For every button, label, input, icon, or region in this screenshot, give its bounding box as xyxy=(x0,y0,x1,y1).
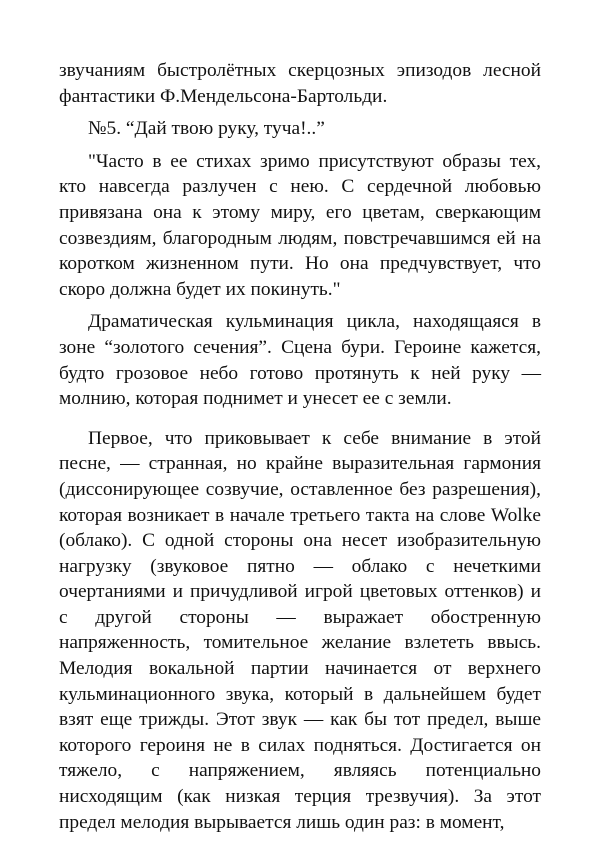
quotation-paragraph: "Часто в ее стихах зримо присутствуют образы тех, кто навсегда разлучен с нею. С сердечной любовью привязана она к этому миру, его цветам, сверкающим созвездиям, благородным людям, повстречавшимся ей на коротком жизненном пути. Но она предчувствует, что скоро должна будет их покинуть." xyxy=(59,150,541,300)
paragraph-continuation: звучаниям быстролётных скерцозных эпизодов лесной фантастики Ф.Мендельсона-Бартольди. xyxy=(59,60,541,107)
song-heading: №5. “Дай твою руку, туча!..” xyxy=(88,118,325,140)
culmination-paragraph: Драматическая кульминация цикла, находящаяся в зоне “золотого сечения”. Сцена бури. Героине кажется, будто грозовое небо готово протянуть к ней руку — молнию, которая поднимет и унесет ее с земли. xyxy=(59,311,541,410)
harmony-paragraph: Первое, что приковывает к себе внимание в этой песне, — странная, но крайне выразительная гармония (диссонирующее созвучие, оставленное без разрешения), которая возникает в начале третьего такта на слове Wolke (облако). С одной стороны она несет изобразительную нагрузку (звуковое пятно — облако с нечеткими очертаниями и причудливой игрой цветовых оттенков) и с другой стороны — выражает обостренную напряженность, томительное желание взлететь ввысь. Мелодия вокальной партии начинается от верхнего кульминационного звука, который в дальнейшем будет взят еще трижды. Этот звук — как бы тот предел, выше которого героиня не в силах подняться. Достигается он тяжело, с напряжением, являясь потенциально нисходящим (как низкая терция трезвучия). За этот предел мелодия вырывается лишь один раз: в момент, xyxy=(59,427,541,833)
document-page xyxy=(59,58,541,835)
